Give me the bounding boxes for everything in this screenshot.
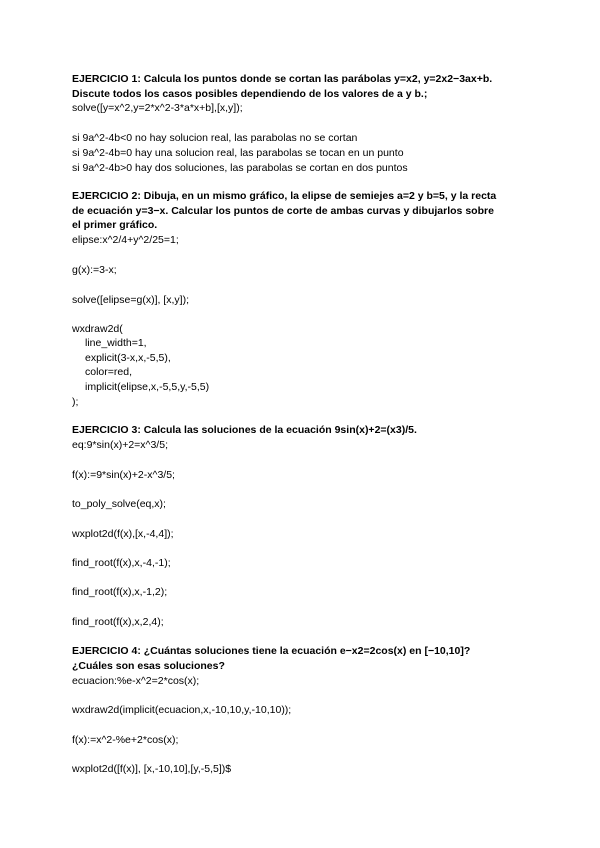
ex2-title-line2: de ecuación y=3−x. Calcular los puntos de corte de ambas curvas y dibujarlos sobre (72, 205, 494, 217)
ex1-case-3: si 9a^2-4b>0 hay dos soluciones, las parabolas se cortan en dos puntos (72, 162, 408, 174)
ex4-code-line: wxplot2d([f(x)], [x,-10,10],[y,-5,5])$ (72, 763, 232, 775)
ex3-code-line: f(x):=9*sin(x)+2-x^3/5; (72, 469, 175, 481)
ex4-title-line1: EJERCICIO 4: ¿Cuántas soluciones tiene la ecuación e−x2=2cos(x) en [−10,10]? (72, 645, 471, 657)
ex4-code-line: ecuacion:%e-x^2=2*cos(x); (72, 675, 200, 687)
ex4-code-line: wxdraw2d(implicit(ecuacion,x,-10,10,y,-10,10)); (72, 704, 292, 716)
ex2-code-line: explicit(3-x,x,-5,5), (85, 352, 171, 364)
ex1-code: solve([y=x^2,y=2*x^2-3*a*x+b],[x,y]); (72, 102, 243, 114)
ex2-code-line: line_width=1, (85, 337, 147, 349)
ex2-title-line3: el primer gráfico. (72, 219, 158, 231)
ex3-code-line: find_root(f(x),x,-1,2); (72, 586, 168, 598)
ex3-code-line: find_root(f(x),x,-4,-1); (72, 557, 171, 569)
ex3-code-line: to_poly_solve(eq,x); (72, 498, 166, 510)
ex2-code-line: g(x):=3-x; (72, 264, 117, 276)
ex4-code-line: f(x):=x^2-%e+2*cos(x); (72, 734, 179, 746)
ex2-code-line: implicit(elipse,x,-5,5,y,-5,5) (85, 381, 210, 393)
ex3-code-line: wxplot2d(f(x),[x,-4,4]); (72, 528, 174, 540)
ex1-case-2: si 9a^2-4b=0 hay una solucion real, las parabolas se tocan en un punto (72, 147, 404, 159)
ex3-title: EJERCICIO 3: Calcula las soluciones de la ecuación 9sin(x)+2=(x3)/5. (72, 424, 417, 436)
ex2-code-line: wxdraw2d( (72, 323, 123, 335)
ex3-code-line: find_root(f(x),x,2,4); (72, 616, 164, 628)
ex1-title-line1: EJERCICIO 1: Calcula los puntos donde se cortan las parábolas y=x2, y=2x2−3ax+b. (72, 73, 493, 85)
ex4-title-line2: ¿Cuáles son esas soluciones? (72, 660, 225, 672)
ex1-title-line2: Discute todos los casos posibles dependiendo de los valores de a y b.; (72, 88, 428, 100)
ex2-code-line: ); (72, 396, 79, 408)
ex1-case-1: si 9a^2-4b<0 no hay solucion real, las parabolas no se cortan (72, 132, 358, 144)
ex2-title-line1: EJERCICIO 2: Dibuja, en un mismo gráfico, la elipse de semiejes a=2 y b=5, y la recta (72, 190, 497, 202)
ex2-code-line: solve([elipse=g(x)], [x,y]); (72, 294, 189, 306)
ex2-code-line: elipse:x^2/4+y^2/25=1; (72, 234, 179, 246)
ex2-code-line: color=red, (85, 366, 132, 378)
ex3-code-line: eq:9*sin(x)+2=x^3/5; (72, 439, 168, 451)
